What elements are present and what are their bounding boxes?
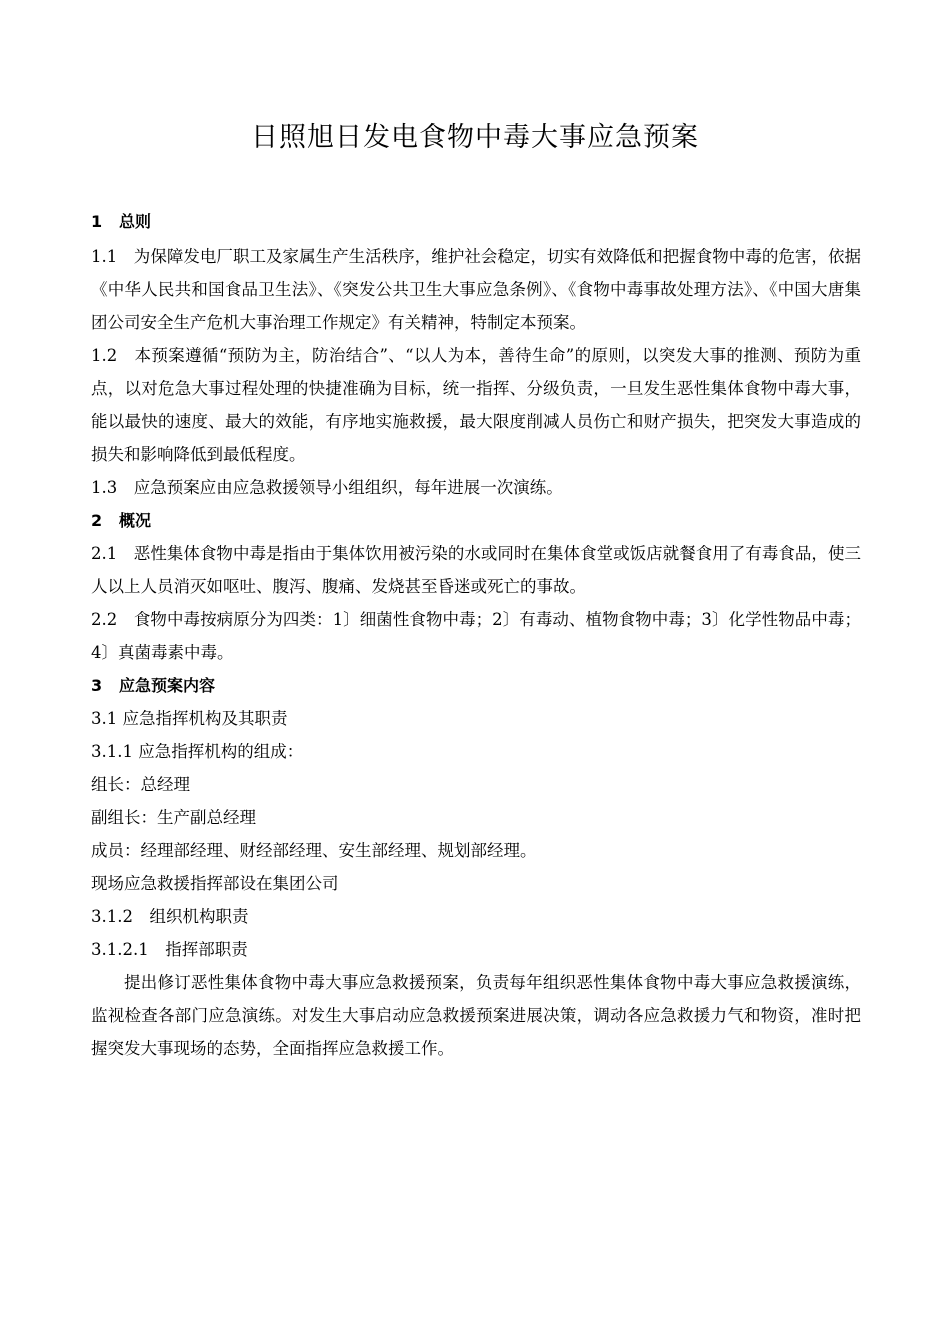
section-1-title: 总则 xyxy=(119,212,152,231)
section-3-heading xyxy=(91,669,861,702)
line-deputy-leader: 副组长：生产副总经理 xyxy=(91,808,256,827)
section-1-number: 1 xyxy=(91,212,103,231)
paragraph-1-2: 1.2 本预案遵循“预防为主，防治结合”、“以人为本，善待生命”的原则，以突发大事的推测、预防为重点，以对危急大事过程处理的快捷准确为目标，统一指挥、分级负责，一旦发生恶性集体食物中毒大事，能以最快的速度、最大的效能，有序地实施救援，最大限度削减人员伤亡和财产损失，把突发大事造成的损失和影响降低到最低程度。 xyxy=(91,346,861,464)
line-3-1: 3.1 应急指挥机构及其职责 xyxy=(91,709,288,728)
paragraph-1-3: 1.3 应急预案应由应急救援领导小组组织，每年进展一次演练。 xyxy=(91,478,563,497)
section-2-title: 概况 xyxy=(119,511,152,530)
section-2-heading xyxy=(91,504,861,537)
document-body xyxy=(91,205,861,1065)
paragraph-command-duties: 提出修订恶性集体食物中毒大事应急救援预案，负责每年组织恶性集体食物中毒大事应急救援演练，监视检查各部门应急演练。对发生大事启动应急救援预案进展决策，调动各应急救援力气和物资，准时把握突发大事现场的态势，全面指挥应急救援工作。 xyxy=(91,973,861,1058)
document-title: 日照旭日发电食物中毒大事应急预案 xyxy=(251,122,699,153)
section-2-number: 2 xyxy=(91,511,103,530)
paragraph-2-2: 2.2 食物中毒按病原分为四类：1〕细菌性食物中毒；2〕有毒动、植物食物中毒；3〕化学性物品中毒；4〕真菌毒素中毒。 xyxy=(91,610,861,662)
line-command-location: 现场应急救援指挥部设在集团公司 xyxy=(91,874,339,893)
section-3-title: 应急预案内容 xyxy=(119,676,216,695)
line-members: 成员：经理部经理、财经部经理、安生部经理、规划部经理。 xyxy=(91,841,537,860)
section-3-number: 3 xyxy=(91,676,103,695)
paragraph-2-1: 2.1 恶性集体食物中毒是指由于集体饮用被污染的水或同时在集体食堂或饭店就餐食用了有毒食品，使三人以上人员消灭如呕吐、腹泻、腹痛、发烧甚至昏迷或死亡的事故。 xyxy=(91,544,861,596)
line-3-1-2-1: 3.1.2.1 指挥部职责 xyxy=(91,940,248,959)
line-3-1-1: 3.1.1 应急指挥机构的组成： xyxy=(91,742,304,761)
line-group-leader: 组长：总经理 xyxy=(91,775,190,794)
line-3-1-2: 3.1.2 组织机构职责 xyxy=(91,907,249,926)
section-1-heading xyxy=(91,205,861,238)
paragraph-1-1: 1.1 为保障发电厂职工及家属生产生活秩序，维护社会稳定，切实有效降低和把握食物中毒的危害，依据《中华人民共和国食品卫生法》、《突发公共卫生大事应急条例》、《食物中毒事故处理方法》、《中国大唐集团公司安全生产危机大事治理工作规定》有关精神，特制定本预案。 xyxy=(91,247,861,332)
